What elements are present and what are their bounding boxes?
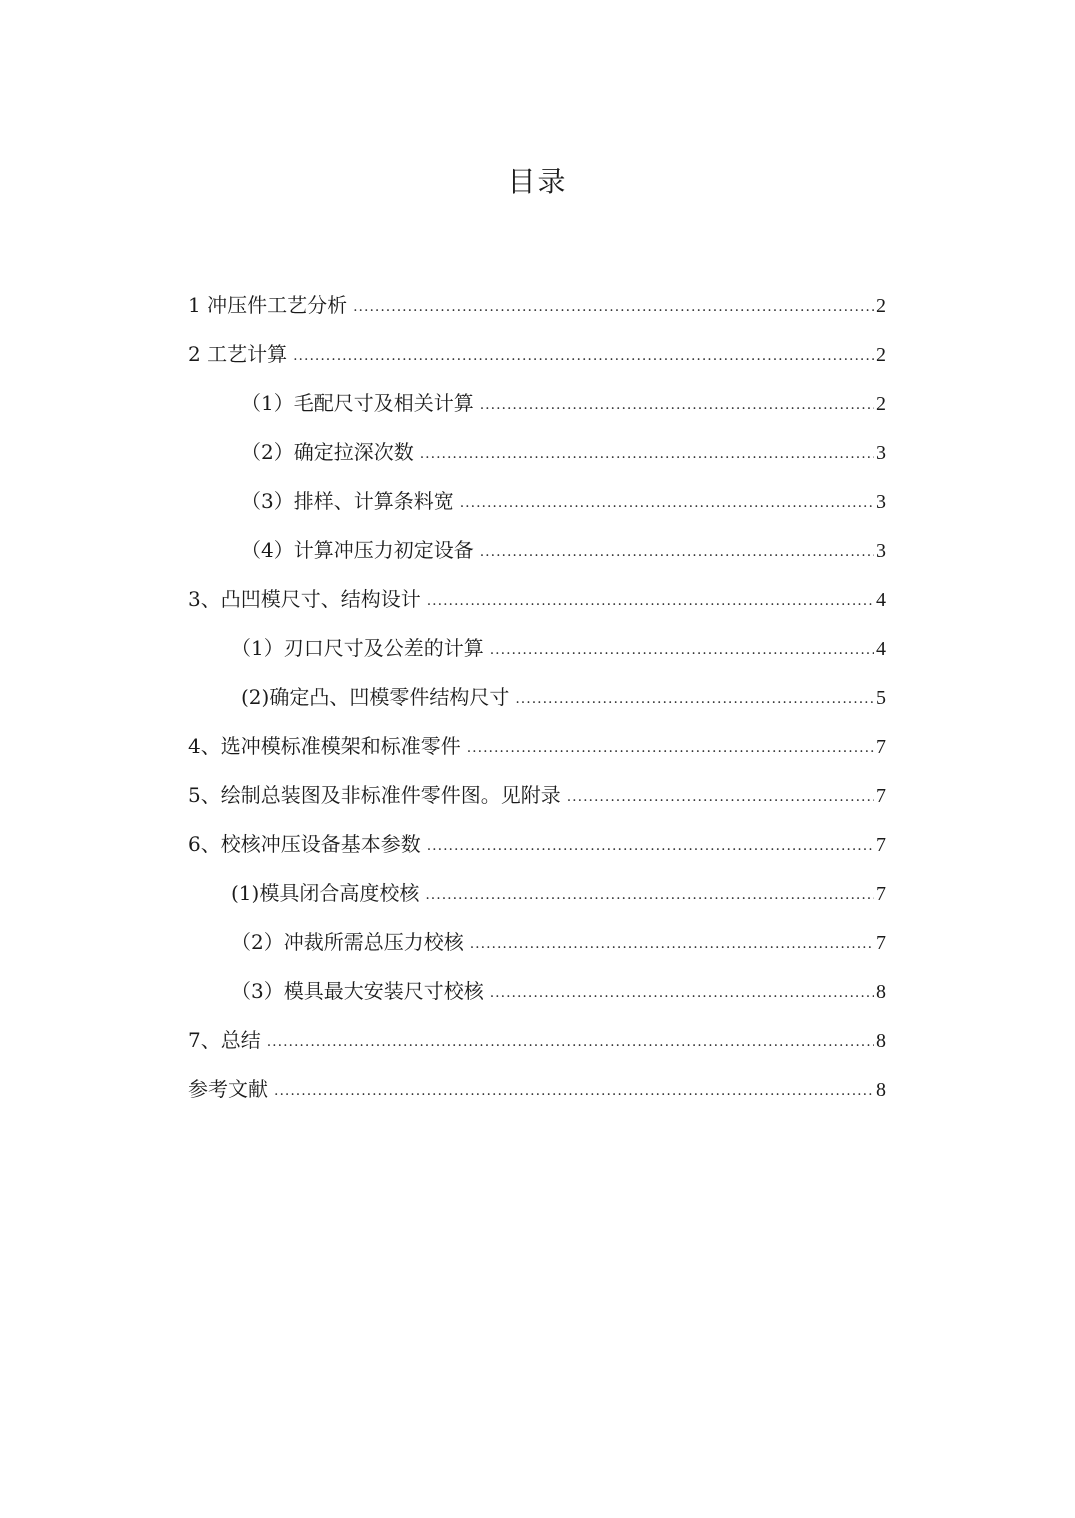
- toc-entry-page: 8: [876, 1030, 886, 1052]
- toc-dot-leader: [353, 285, 874, 329]
- toc-entry: [188, 1018, 886, 1067]
- toc-entry-page: 5: [876, 687, 886, 709]
- toc-entry-page: 7: [876, 883, 886, 905]
- toc-entry: [188, 381, 886, 430]
- toc-dot-leader: [427, 579, 874, 623]
- toc-list: [188, 283, 886, 1116]
- toc-dot-leader: [425, 873, 874, 917]
- toc-dot-leader: [274, 1069, 874, 1113]
- toc-entry-label: (2)确定凸、凹模零件结构尺寸: [241, 685, 510, 709]
- toc-entry-label: 2 工艺计算: [188, 342, 288, 366]
- toc-dot-leader: [480, 530, 874, 574]
- toc-entry-label: （1）刃口尺寸及公差的计算: [231, 636, 484, 660]
- toc-entry-label: (1)模具闭合高度校核: [231, 881, 420, 905]
- toc-dot-leader: [515, 677, 874, 721]
- toc-entry: [188, 528, 886, 577]
- toc-dot-leader: [420, 432, 874, 476]
- toc-entry-page: 7: [876, 834, 886, 856]
- toc-entry: [188, 724, 886, 773]
- toc-entry: [188, 1067, 886, 1116]
- toc-entry-label: 参考文献: [188, 1077, 268, 1101]
- toc-entry: [188, 283, 886, 332]
- toc-entry-label: 4、选冲模标准模架和标准零件: [188, 734, 461, 758]
- toc-entry-page: 8: [876, 1079, 886, 1101]
- toc-entry-page: 7: [876, 932, 886, 954]
- toc-dot-leader: [460, 481, 874, 525]
- toc-entry-page: 2: [876, 393, 886, 415]
- toc-entry: [188, 969, 886, 1018]
- toc-dot-leader: [470, 922, 874, 966]
- toc-entry-label: （2）确定拉深次数: [241, 440, 414, 464]
- toc-entry-page: 7: [876, 785, 886, 807]
- toc-entry-page: 4: [876, 638, 886, 660]
- toc-entry-label: 3、凸凹模尺寸、结构设计: [188, 587, 421, 611]
- toc-dot-leader: [567, 775, 874, 819]
- toc-dot-leader: [267, 1020, 874, 1064]
- toc-entry-page: 3: [876, 491, 886, 513]
- toc-entry: [188, 773, 886, 822]
- toc-title: 目录: [507, 165, 568, 198]
- toc-entry: [188, 577, 886, 626]
- toc-entry: [188, 332, 886, 381]
- toc-entry-label: 6、校核冲压设备基本参数: [188, 832, 421, 856]
- toc-entry-label: （3）模具最大安装尺寸校核: [231, 979, 484, 1003]
- toc-entry-page: 4: [876, 589, 886, 611]
- toc-entry: [188, 479, 886, 528]
- toc-entry-label: 1 冲压件工艺分析: [188, 293, 348, 317]
- toc-entry-page: 2: [876, 295, 886, 317]
- toc-dot-leader: [467, 726, 874, 770]
- toc-entry: [188, 626, 886, 675]
- toc-entry-label: （1）毛配尺寸及相关计算: [241, 391, 474, 415]
- toc-entry-page: 8: [876, 981, 886, 1003]
- toc-entry-page: 3: [876, 442, 886, 464]
- toc-entry-page: 7: [876, 736, 886, 758]
- toc-dot-leader: [480, 383, 874, 427]
- toc-entry: [188, 871, 886, 920]
- toc-entry-label: 7、总结: [188, 1028, 261, 1052]
- toc-dot-leader: [427, 824, 874, 868]
- toc-dot-leader: [293, 334, 874, 378]
- toc-entry-page: 2: [876, 344, 886, 366]
- toc-entry: [188, 675, 886, 724]
- toc-entry-label: （2）冲裁所需总压力校核: [231, 930, 464, 954]
- toc-entry: [188, 920, 886, 969]
- toc-entry-label: 5、绘制总装图及非标准件零件图。见附录: [188, 783, 561, 807]
- toc-dot-leader: [490, 628, 874, 672]
- toc-entry-page: 3: [876, 540, 886, 562]
- toc-entry-label: （4）计算冲压力初定设备: [241, 538, 474, 562]
- toc-entry: [188, 822, 886, 871]
- toc-dot-leader: [490, 971, 874, 1015]
- toc-entry-label: （3）排样、计算条料宽: [241, 489, 454, 513]
- toc-entry: [188, 430, 886, 479]
